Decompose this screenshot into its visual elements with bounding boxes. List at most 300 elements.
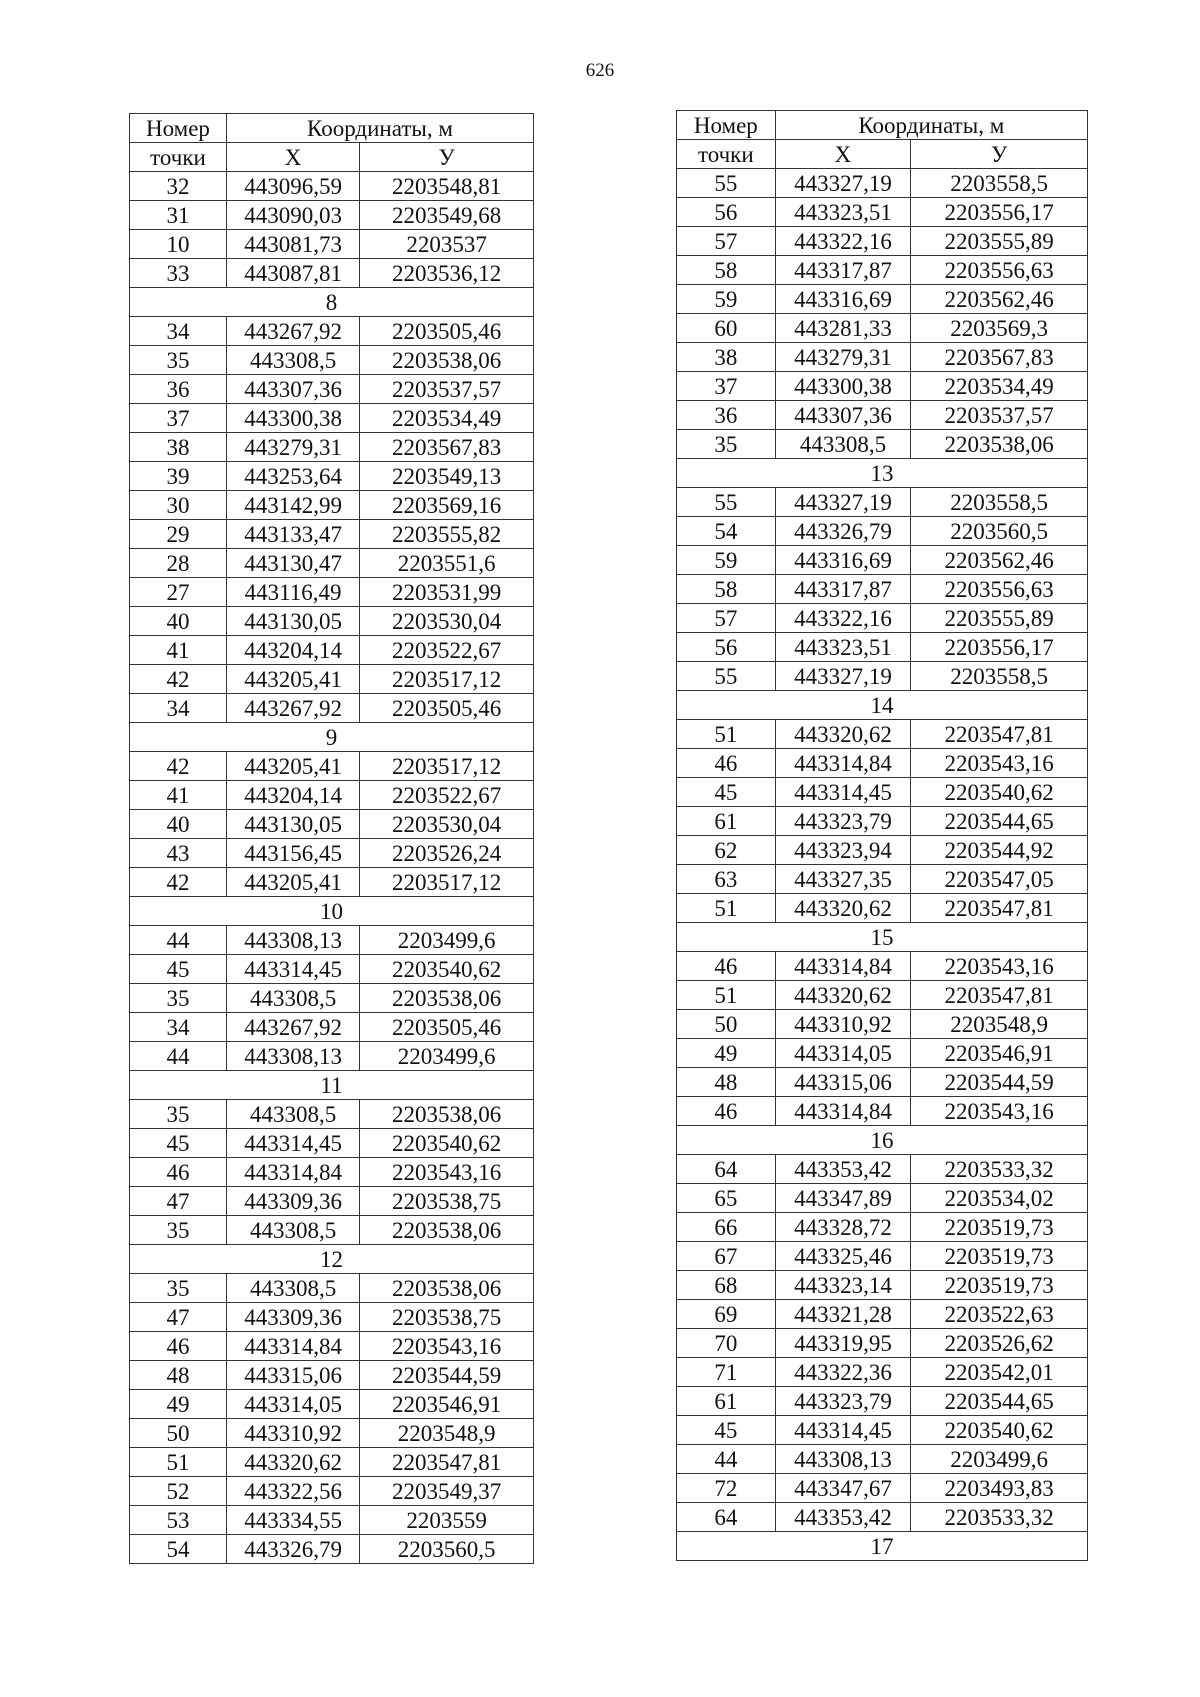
- x-coordinate-cell: 443353,42: [775, 1155, 911, 1184]
- point-number-cell: 46: [677, 749, 776, 778]
- point-number-cell: 70: [677, 1329, 776, 1358]
- x-coordinate-cell: 443328,72: [775, 1213, 911, 1242]
- x-coordinate-cell: 443323,14: [775, 1271, 911, 1300]
- y-coordinate-cell: 2203549,13: [360, 462, 534, 491]
- table-row: [677, 1068, 1088, 1097]
- point-number-cell: 41: [130, 781, 227, 810]
- point-number-cell: 64: [677, 1155, 776, 1184]
- section-row: [677, 1126, 1088, 1155]
- point-number-cell: 56: [677, 198, 776, 227]
- section-number: 9: [130, 723, 534, 752]
- table-row: [677, 401, 1088, 430]
- point-number-cell: 46: [677, 1097, 776, 1126]
- x-coordinate-cell: 443316,69: [775, 546, 911, 575]
- x-coordinate-cell: 443308,5: [226, 1100, 359, 1129]
- y-coordinate-cell: 2203548,81: [360, 172, 534, 201]
- point-number-cell: 50: [130, 1419, 227, 1448]
- x-coordinate-cell: 443323,79: [775, 807, 911, 836]
- point-number-cell: 38: [130, 433, 227, 462]
- table-row: [130, 1332, 534, 1361]
- y-coordinate-cell: 2203547,05: [911, 865, 1088, 894]
- point-number-cell: 36: [677, 401, 776, 430]
- section-number: 17: [677, 1532, 1088, 1561]
- y-coordinate-cell: 2203562,46: [911, 285, 1088, 314]
- point-number-cell: 33: [130, 259, 227, 288]
- point-number-cell: 27: [130, 578, 227, 607]
- x-coordinate-cell: 443320,62: [775, 981, 911, 1010]
- y-coordinate-cell: 2203493,83: [911, 1474, 1088, 1503]
- table-row: [677, 981, 1088, 1010]
- section-row: [130, 897, 534, 926]
- y-coordinate-cell: 2203540,62: [360, 955, 534, 984]
- point-number-cell: 43: [130, 839, 227, 868]
- x-coordinate-cell: 443267,92: [226, 1013, 359, 1042]
- point-number-cell: 37: [130, 404, 227, 433]
- table-row: [130, 955, 534, 984]
- table-row: [130, 1390, 534, 1419]
- x-coordinate-cell: 443327,19: [775, 662, 911, 691]
- x-coordinate-cell: 443314,45: [226, 955, 359, 984]
- table-header-row: [130, 114, 534, 143]
- section-row: [677, 459, 1088, 488]
- x-coordinate-cell: 443327,35: [775, 865, 911, 894]
- point-number-header-2: точки: [130, 143, 227, 172]
- table-row: [677, 1445, 1088, 1474]
- table-row: [677, 1503, 1088, 1532]
- point-number-cell: 64: [677, 1503, 776, 1532]
- section-number: 11: [130, 1071, 534, 1100]
- point-number-cell: 42: [130, 868, 227, 897]
- coordinates-table-right: [676, 110, 1088, 1561]
- point-number-cell: 44: [130, 926, 227, 955]
- point-number-cell: 45: [677, 778, 776, 807]
- x-coordinate-cell: 443142,99: [226, 491, 359, 520]
- section-number: 13: [677, 459, 1088, 488]
- table-row: [130, 752, 534, 781]
- point-number-cell: 44: [130, 1042, 227, 1071]
- point-number-cell: 46: [130, 1332, 227, 1361]
- point-number-cell: 55: [677, 488, 776, 517]
- x-coordinate-cell: 443308,5: [775, 430, 911, 459]
- y-coordinate-cell: 2203558,5: [911, 488, 1088, 517]
- point-number-cell: 42: [130, 665, 227, 694]
- point-number-cell: 72: [677, 1474, 776, 1503]
- table-row: [677, 633, 1088, 662]
- table-row: [130, 868, 534, 897]
- y-coordinate-cell: 2203505,46: [360, 1013, 534, 1042]
- y-coordinate-cell: 2203540,62: [911, 1416, 1088, 1445]
- x-coordinate-cell: 443323,51: [775, 198, 911, 227]
- x-coordinate-cell: 443130,47: [226, 549, 359, 578]
- point-number-cell: 32: [130, 172, 227, 201]
- table-row: [130, 317, 534, 346]
- x-coordinate-cell: 443319,95: [775, 1329, 911, 1358]
- table-row: [130, 1100, 534, 1129]
- x-coordinate-cell: 443314,84: [226, 1158, 359, 1187]
- point-number-cell: 68: [677, 1271, 776, 1300]
- x-coordinate-cell: 443300,38: [775, 372, 911, 401]
- point-number-cell: 61: [677, 1387, 776, 1416]
- table-row: [130, 1042, 534, 1071]
- y-coordinate-cell: 2203538,06: [360, 1100, 534, 1129]
- x-coordinate-cell: 443300,38: [226, 404, 359, 433]
- point-number-cell: 69: [677, 1300, 776, 1329]
- y-coordinate-cell: 2203538,06: [360, 984, 534, 1013]
- point-number-cell: 49: [677, 1039, 776, 1068]
- point-number-cell: 54: [130, 1535, 227, 1564]
- y-coordinate-cell: 2203544,59: [911, 1068, 1088, 1097]
- x-coordinate-cell: 443347,67: [775, 1474, 911, 1503]
- point-number-cell: 28: [130, 549, 227, 578]
- point-number-cell: 36: [130, 375, 227, 404]
- table-row: [130, 694, 534, 723]
- y-coordinate-cell: 2203499,6: [911, 1445, 1088, 1474]
- table-row: [677, 1416, 1088, 1445]
- section-number: 15: [677, 923, 1088, 952]
- coordinates-table-left: [129, 113, 534, 1564]
- y-coordinate-cell: 2203538,75: [360, 1187, 534, 1216]
- table-row: [677, 1039, 1088, 1068]
- point-number-cell: 37: [677, 372, 776, 401]
- point-number-cell: 48: [130, 1361, 227, 1390]
- x-coordinate-cell: 443326,79: [226, 1535, 359, 1564]
- y-coordinate-cell: 2203522,67: [360, 636, 534, 665]
- x-coordinate-cell: 443320,62: [775, 720, 911, 749]
- y-coordinate-cell: 2203519,73: [911, 1242, 1088, 1271]
- table-row: [677, 1213, 1088, 1242]
- y-coordinate-cell: 2203517,12: [360, 868, 534, 897]
- x-coordinate-cell: 443204,14: [226, 781, 359, 810]
- x-coordinate-cell: 443096,59: [226, 172, 359, 201]
- table-row: [130, 839, 534, 868]
- x-coordinate-cell: 443322,16: [775, 227, 911, 256]
- x-coordinate-cell: 443308,5: [226, 1274, 359, 1303]
- y-coordinate-cell: 2203556,63: [911, 256, 1088, 285]
- table-row: [130, 1448, 534, 1477]
- table-row: [677, 749, 1088, 778]
- table-row: [677, 430, 1088, 459]
- point-number-cell: 49: [130, 1390, 227, 1419]
- y-coordinate-cell: 2203517,12: [360, 665, 534, 694]
- x-coordinate-cell: 443308,13: [226, 1042, 359, 1071]
- table-row: [130, 1216, 534, 1245]
- x-coordinate-cell: 443316,69: [775, 285, 911, 314]
- y-coordinate-cell: 2203517,12: [360, 752, 534, 781]
- section-row: [677, 691, 1088, 720]
- point-number-cell: 40: [130, 810, 227, 839]
- table-body-left: [130, 172, 534, 1564]
- x-coordinate-cell: 443314,05: [775, 1039, 911, 1068]
- y-coordinate-cell: 2203548,9: [360, 1419, 534, 1448]
- x-coordinate-cell: 443267,92: [226, 694, 359, 723]
- y-coordinate-cell: 2203558,5: [911, 169, 1088, 198]
- point-number-header: Номер: [130, 114, 227, 143]
- table-row: [677, 1474, 1088, 1503]
- x-coordinate-cell: 443205,41: [226, 665, 359, 694]
- table-row: [677, 1358, 1088, 1387]
- table-row: [130, 1158, 534, 1187]
- section-row: [130, 1245, 534, 1274]
- point-number-cell: 56: [677, 633, 776, 662]
- y-coordinate-cell: 2203560,5: [360, 1535, 534, 1564]
- x-coordinate-cell: 443133,47: [226, 520, 359, 549]
- y-coordinate-cell: 2203543,16: [360, 1158, 534, 1187]
- table-header-row: [677, 111, 1088, 140]
- x-header: X: [226, 143, 359, 172]
- x-coordinate-cell: 443314,45: [226, 1129, 359, 1158]
- table-row: [130, 781, 534, 810]
- y-coordinate-cell: 2203569,3: [911, 314, 1088, 343]
- y-coordinate-cell: 2203559: [360, 1506, 534, 1535]
- x-coordinate-cell: 443314,84: [775, 952, 911, 981]
- point-number-cell: 41: [130, 636, 227, 665]
- point-number-cell: 35: [130, 1100, 227, 1129]
- y-coordinate-cell: 2203555,89: [911, 604, 1088, 633]
- table-row: [677, 604, 1088, 633]
- x-coordinate-cell: 443307,36: [226, 375, 359, 404]
- point-number-cell: 51: [130, 1448, 227, 1477]
- section-row: [677, 1532, 1088, 1561]
- coordinates-header: Координаты, м: [226, 114, 533, 143]
- table-row: [130, 375, 534, 404]
- x-coordinate-cell: 443314,45: [775, 1416, 911, 1445]
- x-coordinate-cell: 443309,36: [226, 1187, 359, 1216]
- point-number-cell: 60: [677, 314, 776, 343]
- y-header: У: [911, 140, 1088, 169]
- table-row: [130, 1477, 534, 1506]
- table-row: [130, 636, 534, 665]
- x-coordinate-cell: 443090,03: [226, 201, 359, 230]
- table-row: [677, 865, 1088, 894]
- y-coordinate-cell: 2203555,89: [911, 227, 1088, 256]
- table-row: [677, 952, 1088, 981]
- point-number-cell: 47: [130, 1187, 227, 1216]
- section-row: [130, 723, 534, 752]
- point-number-cell: 35: [130, 1274, 227, 1303]
- table-row: [677, 1097, 1088, 1126]
- point-number-cell: 51: [677, 894, 776, 923]
- y-coordinate-cell: 2203540,62: [360, 1129, 534, 1158]
- y-coordinate-cell: 2203544,92: [911, 836, 1088, 865]
- table-row: [130, 665, 534, 694]
- table-row: [130, 1129, 534, 1158]
- page-number: 626: [585, 60, 615, 81]
- point-number-cell: 40: [130, 607, 227, 636]
- table-row: [130, 491, 534, 520]
- y-coordinate-cell: 2203534,02: [911, 1184, 1088, 1213]
- point-number-cell: 34: [130, 317, 227, 346]
- x-coordinate-cell: 443279,31: [226, 433, 359, 462]
- table-row: [130, 520, 534, 549]
- table-row: [677, 546, 1088, 575]
- y-coordinate-cell: 2203556,63: [911, 575, 1088, 604]
- y-coordinate-cell: 2203544,59: [360, 1361, 534, 1390]
- y-coordinate-cell: 2203556,17: [911, 198, 1088, 227]
- y-coordinate-cell: 2203555,82: [360, 520, 534, 549]
- y-coordinate-cell: 2203549,68: [360, 201, 534, 230]
- y-coordinate-cell: 2203547,81: [911, 894, 1088, 923]
- x-coordinate-cell: 443314,45: [775, 778, 911, 807]
- y-coordinate-cell: 2203522,63: [911, 1300, 1088, 1329]
- y-coordinate-cell: 2203543,16: [911, 1097, 1088, 1126]
- point-number-cell: 47: [130, 1303, 227, 1332]
- y-coordinate-cell: 2203549,37: [360, 1477, 534, 1506]
- table-row: [677, 1300, 1088, 1329]
- x-coordinate-cell: 443205,41: [226, 868, 359, 897]
- x-coordinate-cell: 443130,05: [226, 607, 359, 636]
- x-coordinate-cell: 443314,84: [775, 1097, 911, 1126]
- x-coordinate-cell: 443279,31: [775, 343, 911, 372]
- point-number-cell: 10: [130, 230, 227, 259]
- table-row: [677, 894, 1088, 923]
- table-row: [677, 227, 1088, 256]
- y-coordinate-cell: 2203526,62: [911, 1329, 1088, 1358]
- x-coordinate-cell: 443323,94: [775, 836, 911, 865]
- y-coordinate-cell: 2203547,81: [911, 720, 1088, 749]
- y-coordinate-cell: 2203534,49: [911, 372, 1088, 401]
- x-coordinate-cell: 443323,51: [775, 633, 911, 662]
- table-row: [677, 285, 1088, 314]
- x-coordinate-cell: 443156,45: [226, 839, 359, 868]
- x-coordinate-cell: 443317,87: [775, 575, 911, 604]
- y-coordinate-cell: 2203533,32: [911, 1155, 1088, 1184]
- coordinates-header: Координаты, м: [775, 111, 1087, 140]
- y-coordinate-cell: 2203519,73: [911, 1213, 1088, 1242]
- x-coordinate-cell: 443307,36: [775, 401, 911, 430]
- x-coordinate-cell: 443308,13: [226, 926, 359, 955]
- point-number-cell: 71: [677, 1358, 776, 1387]
- y-coordinate-cell: 2203562,46: [911, 546, 1088, 575]
- point-number-cell: 48: [677, 1068, 776, 1097]
- x-coordinate-cell: 443326,79: [775, 517, 911, 546]
- table-row: [130, 578, 534, 607]
- point-number-cell: 35: [677, 430, 776, 459]
- x-coordinate-cell: 443308,5: [226, 1216, 359, 1245]
- x-coordinate-cell: 443314,84: [775, 749, 911, 778]
- table-row: [130, 1187, 534, 1216]
- table-row: [677, 169, 1088, 198]
- x-coordinate-cell: 443322,56: [226, 1477, 359, 1506]
- x-coordinate-cell: 443081,73: [226, 230, 359, 259]
- table-row: [677, 1242, 1088, 1271]
- point-number-cell: 57: [677, 604, 776, 633]
- point-number-cell: 59: [677, 546, 776, 575]
- table-row: [677, 343, 1088, 372]
- y-coordinate-cell: 2203505,46: [360, 694, 534, 723]
- y-coordinate-cell: 2203544,65: [911, 1387, 1088, 1416]
- table-row: [677, 807, 1088, 836]
- x-coordinate-cell: 443323,79: [775, 1387, 911, 1416]
- point-number-cell: 45: [130, 955, 227, 984]
- y-coordinate-cell: 2203567,83: [911, 343, 1088, 372]
- x-coordinate-cell: 443317,87: [775, 256, 911, 285]
- point-number-cell: 34: [130, 1013, 227, 1042]
- point-number-cell: 63: [677, 865, 776, 894]
- table-row: [677, 1010, 1088, 1039]
- section-number: 12: [130, 1245, 534, 1274]
- point-number-cell: 34: [130, 694, 227, 723]
- y-coordinate-cell: 2203537: [360, 230, 534, 259]
- y-coordinate-cell: 2203522,67: [360, 781, 534, 810]
- section-number: 14: [677, 691, 1088, 720]
- table-row: [677, 372, 1088, 401]
- table-row: [130, 433, 534, 462]
- point-number-cell: 31: [130, 201, 227, 230]
- point-number-cell: 35: [130, 346, 227, 375]
- y-coordinate-cell: 2203546,91: [911, 1039, 1088, 1068]
- y-coordinate-cell: 2203533,32: [911, 1503, 1088, 1532]
- x-coordinate-cell: 443130,05: [226, 810, 359, 839]
- x-coordinate-cell: 443322,16: [775, 604, 911, 633]
- section-number: 8: [130, 288, 534, 317]
- table-row: [130, 1506, 534, 1535]
- y-coordinate-cell: 2203543,16: [911, 952, 1088, 981]
- table-row: [677, 575, 1088, 604]
- point-number-cell: 29: [130, 520, 227, 549]
- point-number-cell: 65: [677, 1184, 776, 1213]
- point-number-cell: 38: [677, 343, 776, 372]
- x-header: X: [775, 140, 911, 169]
- y-coordinate-cell: 2203544,65: [911, 807, 1088, 836]
- point-number-cell: 62: [677, 836, 776, 865]
- point-number-cell: 45: [677, 1416, 776, 1445]
- table-row: [130, 1361, 534, 1390]
- x-coordinate-cell: 443327,19: [775, 169, 911, 198]
- x-coordinate-cell: 443315,06: [775, 1068, 911, 1097]
- y-coordinate-cell: 2203538,75: [360, 1303, 534, 1332]
- table-row: [677, 256, 1088, 285]
- point-number-cell: 44: [677, 1445, 776, 1474]
- point-number-cell: 59: [677, 285, 776, 314]
- x-coordinate-cell: 443320,62: [775, 894, 911, 923]
- table-row: [130, 230, 534, 259]
- x-coordinate-cell: 443327,19: [775, 488, 911, 517]
- table-row: [677, 517, 1088, 546]
- y-coordinate-cell: 2203567,83: [360, 433, 534, 462]
- table-row: [130, 1419, 534, 1448]
- table-row: [677, 1387, 1088, 1416]
- section-row: [677, 923, 1088, 952]
- table-row: [130, 259, 534, 288]
- table-row: [130, 346, 534, 375]
- x-coordinate-cell: 443322,36: [775, 1358, 911, 1387]
- table-row: [677, 836, 1088, 865]
- point-number-cell: 35: [130, 1216, 227, 1245]
- x-coordinate-cell: 443347,89: [775, 1184, 911, 1213]
- table-row: [130, 1274, 534, 1303]
- x-coordinate-cell: 443321,28: [775, 1300, 911, 1329]
- y-coordinate-cell: 2203537,57: [360, 375, 534, 404]
- y-coordinate-cell: 2203551,6: [360, 549, 534, 578]
- point-number-cell: 57: [677, 227, 776, 256]
- table-row: [677, 778, 1088, 807]
- table-row: [130, 462, 534, 491]
- x-coordinate-cell: 443308,13: [775, 1445, 911, 1474]
- table-row: [130, 549, 534, 578]
- table-row: [130, 984, 534, 1013]
- y-coordinate-cell: 2203547,81: [911, 981, 1088, 1010]
- y-coordinate-cell: 2203531,99: [360, 578, 534, 607]
- x-coordinate-cell: 443314,05: [226, 1390, 359, 1419]
- table-row: [677, 488, 1088, 517]
- table-row: [677, 1155, 1088, 1184]
- y-coordinate-cell: 2203543,16: [911, 749, 1088, 778]
- x-coordinate-cell: 443253,64: [226, 462, 359, 491]
- point-number-cell: 51: [677, 720, 776, 749]
- point-number-cell: 45: [130, 1129, 227, 1158]
- point-number-cell: 51: [677, 981, 776, 1010]
- y-coordinate-cell: 2203547,81: [360, 1448, 534, 1477]
